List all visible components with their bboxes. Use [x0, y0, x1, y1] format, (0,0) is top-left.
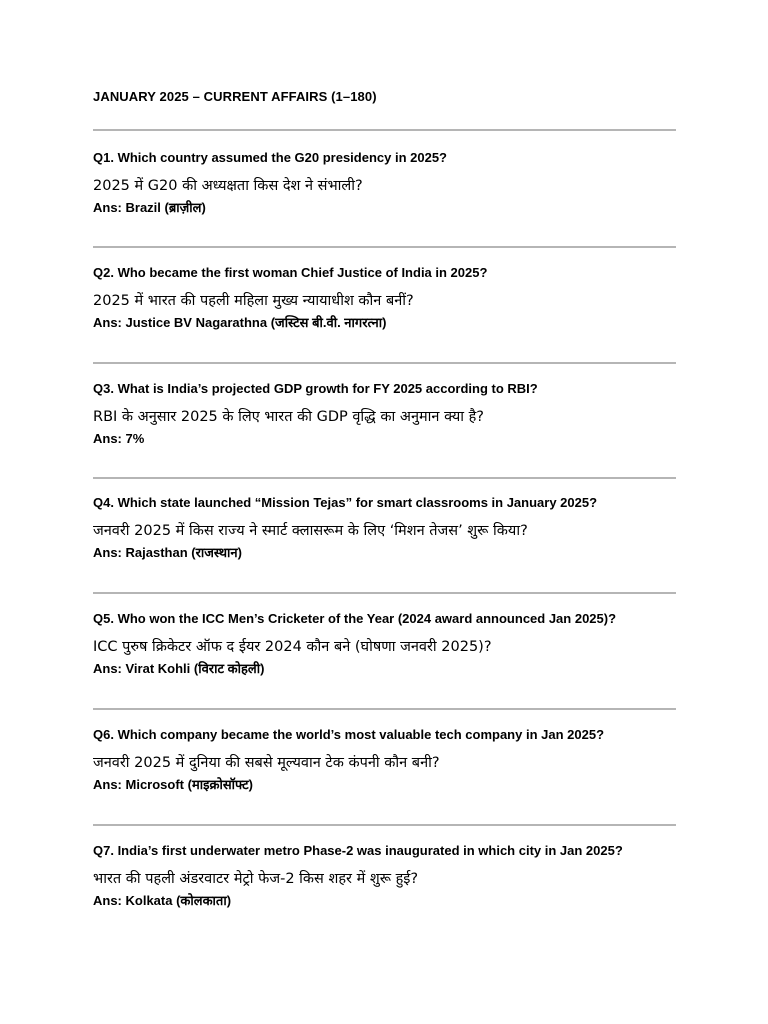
divider [93, 592, 676, 594]
question-hindi: 2025 में G20 की अध्यक्षता किस देश ने संभाली? [93, 178, 363, 194]
answer: Ans: Justice BV Nagarathna (जस्टिस बी.वी. नागरत्ना) [93, 315, 387, 330]
divider [93, 129, 676, 131]
question-english: Q2. Who became the first woman Chief Justice of India in 2025? [93, 265, 488, 280]
question-english: Q1. Which country assumed the G20 presidency in 2025? [93, 150, 448, 165]
question-english: Q3. What is India’s projected GDP growth for FY 2025 according to RBI? [93, 381, 538, 396]
answer: Ans: Kolkata (कोलकाता) [93, 893, 232, 908]
divider [93, 246, 676, 248]
question-hindi: ICC पुरुष क्रिकेटर ऑफ द ईयर 2024 कौन बने (घोषणा जनवरी 2025)? [93, 639, 492, 655]
question-block-4 [93, 495, 693, 561]
question-hindi: RBI के अनुसार 2025 के लिए भारत की GDP वृद्धि का अनुमान क्या है? [93, 409, 485, 425]
divider [93, 477, 676, 479]
answer: Ans: Brazil (ब्राज़ील) [93, 200, 206, 215]
question-block-1 [93, 150, 693, 216]
question-english: Q7. India’s first underwater metro Phase-2 was inaugurated in which city in Jan 2025? [93, 843, 623, 858]
question-block-7 [93, 843, 693, 909]
answer: Ans: Rajasthan (राजस्थान) [93, 545, 242, 560]
question-hindi: 2025 में भारत की पहली महिला मुख्य न्यायाधीश कौन बनीं? [93, 293, 414, 309]
divider [93, 708, 676, 710]
answer: Ans: 7% [93, 431, 145, 446]
divider [93, 824, 676, 826]
question-hindi: जनवरी 2025 में दुनिया की सबसे मूल्यवान टेक कंपनी कौन बनी? [93, 755, 440, 771]
question-block-5 [93, 611, 693, 677]
question-block-3 [93, 381, 693, 447]
question-hindi: जनवरी 2025 में किस राज्य ने स्मार्ट क्लासरूम के लिए ‘मिशन तेजस’ शुरू किया? [93, 523, 528, 539]
question-english: Q6. Which company became the world’s most valuable tech company in Jan 2025? [93, 727, 605, 742]
question-block-6 [93, 727, 693, 793]
divider [93, 362, 676, 364]
question-english: Q5. Who won the ICC Men’s Cricketer of the Year (2024 award announced Jan 2025)? [93, 611, 617, 626]
question-english: Q4. Which state launched “Mission Tejas” for smart classrooms in January 2025? [93, 495, 598, 510]
answer: Ans: Virat Kohli (विराट कोहली) [93, 661, 265, 676]
question-block-2 [93, 265, 693, 331]
answer: Ans: Microsoft (माइक्रोसॉफ्ट) [93, 777, 253, 792]
document-title: JANUARY 2025 – CURRENT AFFAIRS (1–180) [93, 89, 377, 104]
question-hindi: भारत की पहली अंडरवाटर मेट्रो फेज-2 किस शहर में शुरू हुई? [93, 871, 419, 887]
